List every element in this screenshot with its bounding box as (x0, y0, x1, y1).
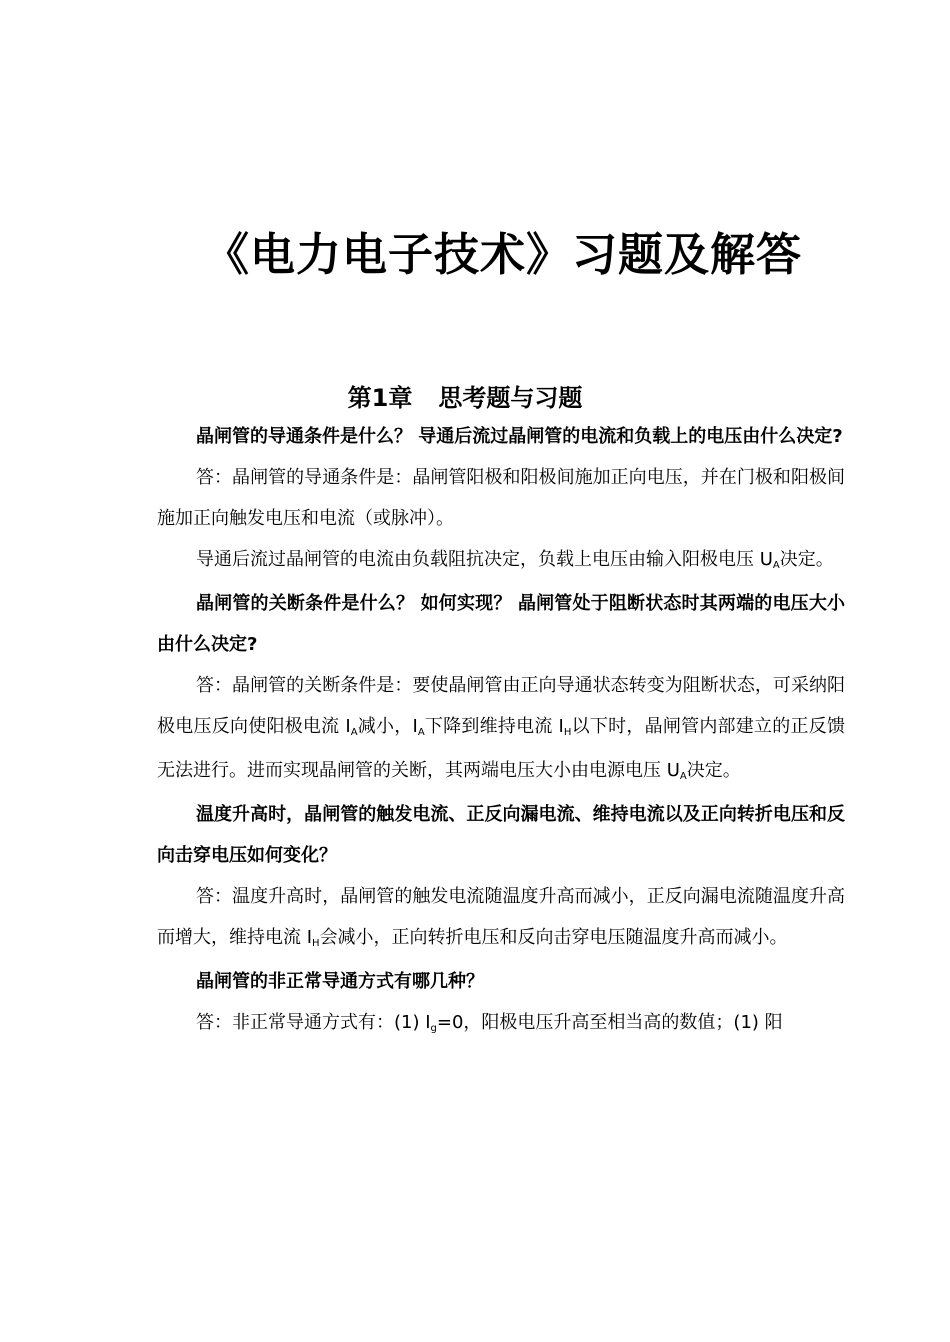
question-1: 晶闸管的导通条件是什么？ 导通后流过晶闸管的电流和负载上的电压由什么决定? (196, 426, 843, 447)
answer-1-paragraph-1: 答：晶闸管的导通条件是：晶闸管阳极和阳极间施加正向电压，并在门极和阳极间施加正向触发电压和电流（或脉冲）。 (157, 467, 845, 529)
document-title: 《电力电子技术》习题及解答 (203, 228, 802, 281)
answer-3-text-1: 答：温度升高时，晶闸管的触发电流随温度升高而减小，正反向漏电流随温度升高而增大，维持电流 I (157, 886, 845, 948)
document-body (157, 416, 845, 1046)
answer-2-subscript-3: H (563, 727, 572, 738)
answer-2-text-4: 以下时，晶闸管内部建立的正反馈无法进行。进而实现晶闸管的关断，其两端电压大小由电源电压 U (157, 716, 846, 781)
answer-3-subscript-1: H (312, 938, 320, 949)
question-2: 晶闸管的关断条件是什么？ 如何实现？ 晶闸管处于阻断状态时其两端的电压大小由什么决定? (157, 593, 845, 655)
answer-1-paragraph-2 (157, 539, 845, 583)
answer-4-subscript-1: g (430, 1023, 437, 1034)
question-3: 温度升高时，晶闸管的触发电流、正反向漏电流、维持电流以及正向转折电压和反向击穿电压如何变化？ (157, 804, 845, 866)
question-4: 晶闸管的非正常导通方式有哪几种？ (196, 971, 484, 992)
answer-3-paragraph (157, 876, 845, 961)
answer-2-subscript-2: A (417, 727, 425, 738)
answer-2-text-2: 减小，I (357, 716, 418, 737)
chapter-heading (0, 378, 930, 413)
answer-4-text-2: =0，阳极电压升高至相当高的数值；(1) 阳 (436, 1012, 783, 1033)
answer-4-text-1: 答：非正常导通方式有：(1) I (196, 1012, 431, 1033)
answer-1-subscript: A (772, 560, 780, 571)
answer-3-text-2: 会减小，正向转折电压和反向击穿电压随温度升高而减小。 (319, 927, 788, 948)
answer-2-paragraph (157, 665, 845, 794)
answer-2-subscript-1: A (350, 727, 358, 738)
answer-1-text-b: 决定。 (779, 549, 834, 570)
answer-2-subscript-4: A (679, 771, 687, 782)
chapter-number: 第1章 (347, 384, 413, 412)
answer-1-text-a: 导通后流过晶闸管的电流由负载阻抗决定，负载上电压由输入阳极电压 U (196, 549, 773, 570)
chapter-name: 思考题与习题 (438, 384, 583, 412)
answer-2-text-5: 决定。 (686, 760, 741, 781)
answer-4-paragraph (157, 1002, 845, 1046)
answer-2-text-1: 答：晶闸管的关断条件是：要使晶闸管由正向导通状态转变为阻断状态，可采纳阳极电压反向使阳极电流 I (157, 675, 845, 737)
answer-2-text-3: 下降到维持电流 I (424, 716, 564, 737)
